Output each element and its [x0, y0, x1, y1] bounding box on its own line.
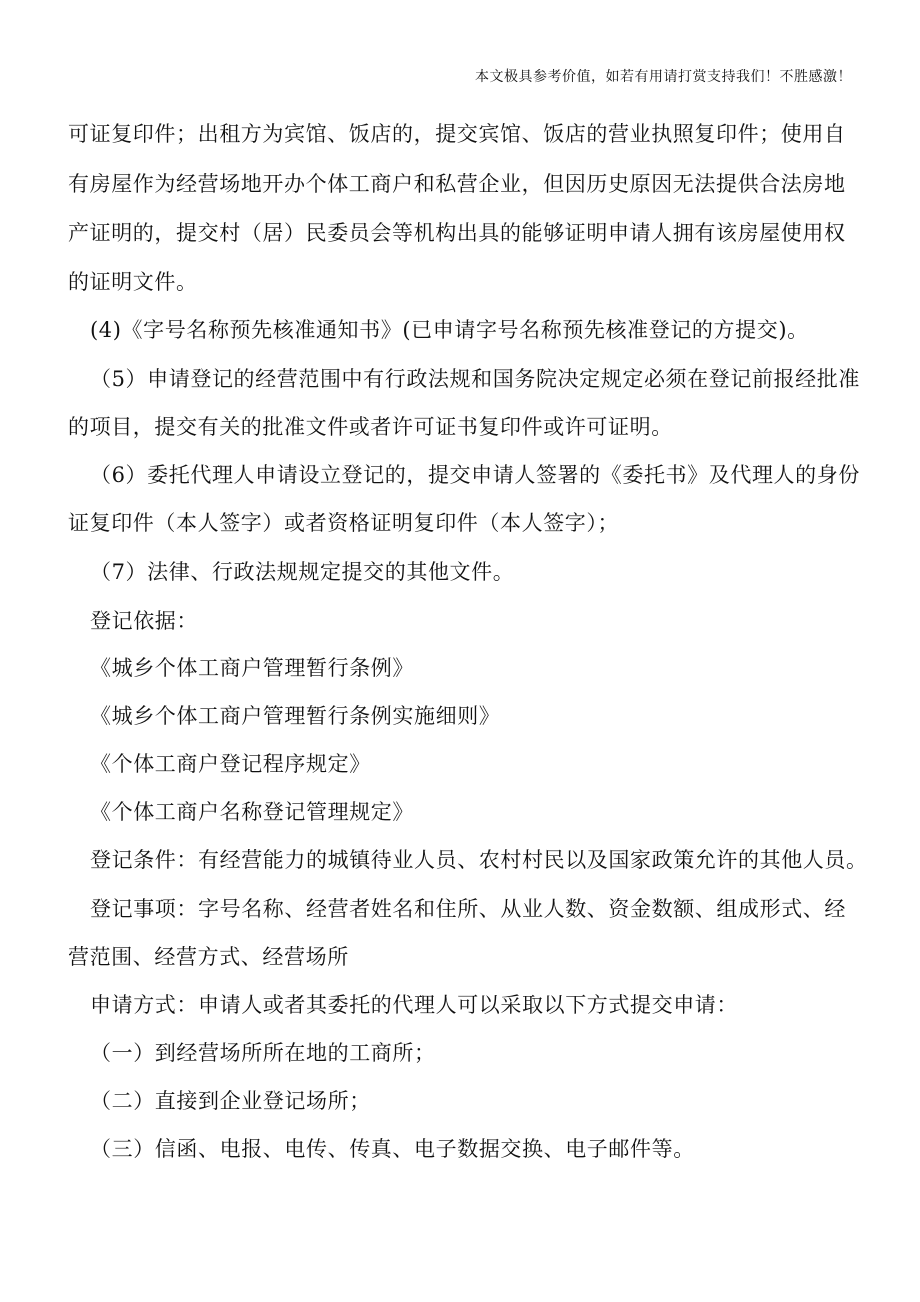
header-note: 本文极具参考价值，如若有用请打赏支持我们！不胜感激！	[475, 69, 852, 85]
text-line: 登记条件：有经营能力的城镇待业人员、农村村民以及国家政策允许的其他人员。	[90, 848, 868, 872]
text-line: 登记依据：	[90, 609, 198, 633]
text-line: （6）委托代理人申请设立登记的，提交申请人签署的《委托书》及代理人的身份	[90, 463, 860, 487]
text-line: 可证复印件；出租方为宾馆、饭店的，提交宾馆、饭店的营业执照复印件；使用自	[68, 122, 846, 146]
text-line: 证复印件（本人签字）或者资格证明复印件（本人签字）；	[68, 511, 620, 535]
text-line: （一）到经营场所所在地的工商所；	[90, 1041, 436, 1065]
text-line: （7）法律、行政法规规定提交的其他文件。	[90, 560, 515, 584]
text-line: 的项目，提交有关的批准文件或者许可证书复印件或许可证明。	[68, 415, 673, 439]
text-line: 《个体工商户登记程序规定》	[90, 752, 371, 776]
text-line: 登记事项：字号名称、经营者姓名和住所、从业人数、资金数额、组成形式、经	[90, 897, 846, 921]
text-line: （5）申请登记的经营范围中有行政法规和国务院决定规定必须在登记前报经批准	[90, 367, 860, 391]
text-line: (4)《字号名称预先核准通知书》(已申请字号名称预先核准登记的方提交)。	[90, 318, 809, 342]
text-line: 营范围、经营方式、经营场所	[68, 945, 349, 969]
text-line: 的证明文件。	[68, 270, 198, 294]
text-line: 《个体工商户名称登记管理规定》	[90, 800, 414, 824]
text-line: 申请方式：申请人或者其委托的代理人可以采取以下方式提交申请：	[90, 993, 738, 1017]
text-line: （三）信函、电报、电传、传真、电子数据交换、电子邮件等。	[90, 1137, 695, 1161]
text-line: 《城乡个体工商户管理暂行条例》	[90, 656, 414, 680]
text-line: 产证明的，提交村（居）民委员会等机构出具的能够证明申请人拥有该房屋使用权	[68, 221, 846, 245]
text-line: 有房屋作为经营场地开办个体工商户和私营企业，但因历史原因无法提供合法房地	[68, 172, 846, 196]
text-line: （二）直接到企业登记场所；	[90, 1089, 371, 1113]
text-line: 《城乡个体工商户管理暂行条例实施细则》	[90, 704, 501, 728]
